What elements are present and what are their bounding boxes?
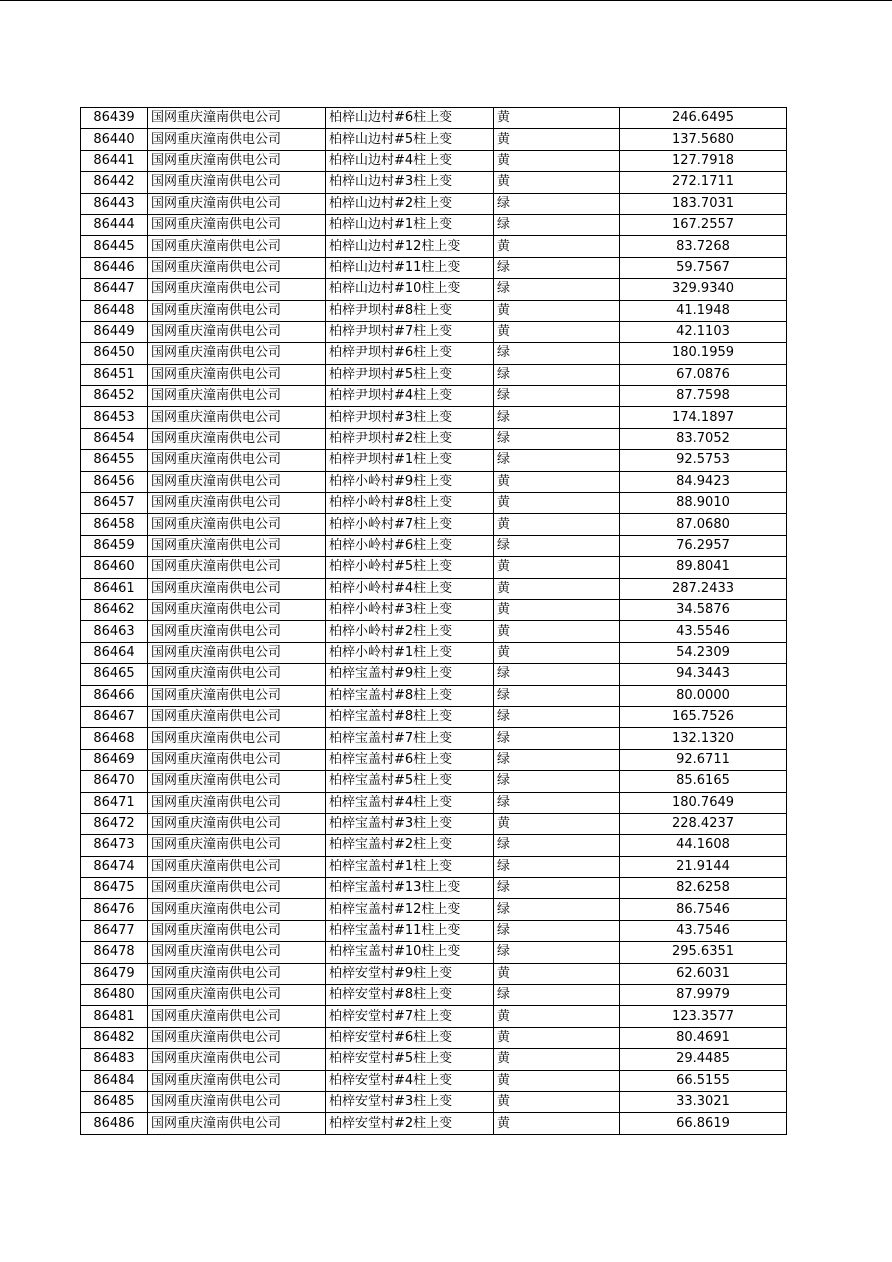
cell-value: 165.7526 xyxy=(620,706,787,727)
cell-value: 42.1103 xyxy=(620,321,787,342)
cell-transformer: 柏梓尹坝村#3柱上变 xyxy=(326,407,494,428)
cell-company: 国网重庆潼南供电公司 xyxy=(148,535,326,556)
cell-status: 绿 xyxy=(494,685,620,706)
cell-id: 86443 xyxy=(81,193,148,214)
cell-company: 国网重庆潼南供电公司 xyxy=(148,514,326,535)
cell-transformer: 柏梓安堂村#9柱上变 xyxy=(326,963,494,984)
cell-transformer: 柏梓安堂村#3柱上变 xyxy=(326,1091,494,1112)
cell-company: 国网重庆潼南供电公司 xyxy=(148,963,326,984)
cell-id: 86455 xyxy=(81,450,148,471)
cell-transformer: 柏梓宝盖村#2柱上变 xyxy=(326,835,494,856)
table-row xyxy=(81,578,787,599)
cell-status: 绿 xyxy=(494,920,620,941)
cell-id: 86446 xyxy=(81,257,148,278)
cell-company: 国网重庆潼南供电公司 xyxy=(148,792,326,813)
cell-id: 86478 xyxy=(81,942,148,963)
cell-company: 国网重庆潼南供电公司 xyxy=(148,728,326,749)
table-row xyxy=(81,599,787,620)
cell-company: 国网重庆潼南供电公司 xyxy=(148,899,326,920)
cell-id: 86439 xyxy=(81,108,148,129)
cell-id: 86462 xyxy=(81,599,148,620)
table-row xyxy=(81,835,787,856)
cell-transformer: 柏梓安堂村#4柱上变 xyxy=(326,1070,494,1091)
cell-value: 174.1897 xyxy=(620,407,787,428)
table-row xyxy=(81,236,787,257)
cell-company: 国网重庆潼南供电公司 xyxy=(148,1091,326,1112)
table-row xyxy=(81,343,787,364)
cell-value: 287.2433 xyxy=(620,578,787,599)
cell-id: 86464 xyxy=(81,642,148,663)
cell-status: 绿 xyxy=(494,386,620,407)
cell-value: 82.6258 xyxy=(620,878,787,899)
table-row xyxy=(81,450,787,471)
cell-status: 黄 xyxy=(494,236,620,257)
table-row xyxy=(81,257,787,278)
cell-transformer: 柏梓宝盖村#6柱上变 xyxy=(326,749,494,770)
cell-transformer: 柏梓小岭村#1柱上变 xyxy=(326,642,494,663)
cell-transformer: 柏梓宝盖村#10柱上变 xyxy=(326,942,494,963)
cell-value: 83.7052 xyxy=(620,428,787,449)
cell-transformer: 柏梓宝盖村#8柱上变 xyxy=(326,706,494,727)
cell-value: 44.1608 xyxy=(620,835,787,856)
data-table xyxy=(80,107,787,1135)
table-row xyxy=(81,1091,787,1112)
cell-value: 80.0000 xyxy=(620,685,787,706)
table-row xyxy=(81,300,787,321)
cell-status: 黄 xyxy=(494,150,620,171)
cell-value: 123.3577 xyxy=(620,1006,787,1027)
table-row xyxy=(81,214,787,235)
cell-value: 66.8619 xyxy=(620,1113,787,1134)
cell-status: 黄 xyxy=(494,642,620,663)
cell-transformer: 柏梓宝盖村#7柱上变 xyxy=(326,728,494,749)
cell-status: 黄 xyxy=(494,300,620,321)
cell-company: 国网重庆潼南供电公司 xyxy=(148,428,326,449)
cell-value: 41.1948 xyxy=(620,300,787,321)
cell-company: 国网重庆潼南供电公司 xyxy=(148,279,326,300)
cell-company: 国网重庆潼南供电公司 xyxy=(148,407,326,428)
cell-status: 黄 xyxy=(494,514,620,535)
cell-id: 86451 xyxy=(81,364,148,385)
cell-id: 86474 xyxy=(81,856,148,877)
cell-id: 86463 xyxy=(81,621,148,642)
cell-value: 67.0876 xyxy=(620,364,787,385)
table-body xyxy=(81,108,787,1135)
cell-transformer: 柏梓尹坝村#4柱上变 xyxy=(326,386,494,407)
cell-status: 绿 xyxy=(494,706,620,727)
cell-value: 132.1320 xyxy=(620,728,787,749)
cell-status: 黄 xyxy=(494,1070,620,1091)
cell-status: 绿 xyxy=(494,942,620,963)
cell-transformer: 柏梓宝盖村#1柱上变 xyxy=(326,856,494,877)
cell-status: 绿 xyxy=(494,856,620,877)
cell-company: 国网重庆潼南供电公司 xyxy=(148,578,326,599)
cell-transformer: 柏梓山边村#6柱上变 xyxy=(326,108,494,129)
table-row xyxy=(81,792,787,813)
cell-company: 国网重庆潼南供电公司 xyxy=(148,1049,326,1070)
cell-company: 国网重庆潼南供电公司 xyxy=(148,493,326,514)
cell-transformer: 柏梓山边村#1柱上变 xyxy=(326,214,494,235)
cell-company: 国网重庆潼南供电公司 xyxy=(148,321,326,342)
cell-value: 167.2557 xyxy=(620,214,787,235)
cell-id: 86440 xyxy=(81,129,148,150)
table-row xyxy=(81,364,787,385)
cell-id: 86477 xyxy=(81,920,148,941)
cell-company: 国网重庆潼南供电公司 xyxy=(148,471,326,492)
cell-company: 国网重庆潼南供电公司 xyxy=(148,1070,326,1091)
cell-transformer: 柏梓小岭村#5柱上变 xyxy=(326,557,494,578)
cell-id: 86465 xyxy=(81,664,148,685)
cell-value: 228.4237 xyxy=(620,813,787,834)
cell-status: 黄 xyxy=(494,1091,620,1112)
cell-value: 43.5546 xyxy=(620,621,787,642)
cell-value: 83.7268 xyxy=(620,236,787,257)
cell-transformer: 柏梓宝盖村#12柱上变 xyxy=(326,899,494,920)
cell-id: 86457 xyxy=(81,493,148,514)
cell-status: 黄 xyxy=(494,557,620,578)
cell-company: 国网重庆潼南供电公司 xyxy=(148,450,326,471)
cell-status: 绿 xyxy=(494,193,620,214)
cell-id: 86471 xyxy=(81,792,148,813)
cell-company: 国网重庆潼南供电公司 xyxy=(148,257,326,278)
cell-company: 国网重庆潼南供电公司 xyxy=(148,685,326,706)
cell-status: 黄 xyxy=(494,1049,620,1070)
cell-transformer: 柏梓宝盖村#13柱上变 xyxy=(326,878,494,899)
cell-status: 绿 xyxy=(494,343,620,364)
cell-status: 黄 xyxy=(494,1027,620,1048)
cell-id: 86460 xyxy=(81,557,148,578)
cell-company: 国网重庆潼南供电公司 xyxy=(148,985,326,1006)
table-row xyxy=(81,856,787,877)
cell-transformer: 柏梓宝盖村#11柱上变 xyxy=(326,920,494,941)
table-row xyxy=(81,985,787,1006)
cell-transformer: 柏梓山边村#12柱上变 xyxy=(326,236,494,257)
cell-company: 国网重庆潼南供电公司 xyxy=(148,300,326,321)
cell-status: 绿 xyxy=(494,728,620,749)
cell-transformer: 柏梓山边村#2柱上变 xyxy=(326,193,494,214)
cell-value: 87.0680 xyxy=(620,514,787,535)
table-row xyxy=(81,172,787,193)
cell-transformer: 柏梓尹坝村#6柱上变 xyxy=(326,343,494,364)
table-row xyxy=(81,706,787,727)
cell-id: 86483 xyxy=(81,1049,148,1070)
cell-transformer: 柏梓山边村#3柱上变 xyxy=(326,172,494,193)
table-row xyxy=(81,428,787,449)
cell-status: 黄 xyxy=(494,963,620,984)
cell-id: 86476 xyxy=(81,899,148,920)
cell-status: 黄 xyxy=(494,599,620,620)
cell-status: 黄 xyxy=(494,813,620,834)
cell-status: 绿 xyxy=(494,257,620,278)
cell-id: 86452 xyxy=(81,386,148,407)
cell-id: 86484 xyxy=(81,1070,148,1091)
table-row xyxy=(81,321,787,342)
cell-status: 绿 xyxy=(494,428,620,449)
cell-id: 86485 xyxy=(81,1091,148,1112)
table-row xyxy=(81,108,787,129)
cell-id: 86470 xyxy=(81,771,148,792)
cell-transformer: 柏梓小岭村#9柱上变 xyxy=(326,471,494,492)
cell-value: 80.4691 xyxy=(620,1027,787,1048)
table-row xyxy=(81,813,787,834)
cell-company: 国网重庆潼南供电公司 xyxy=(148,599,326,620)
cell-transformer: 柏梓小岭村#3柱上变 xyxy=(326,599,494,620)
cell-value: 246.6495 xyxy=(620,108,787,129)
cell-status: 黄 xyxy=(494,321,620,342)
cell-transformer: 柏梓安堂村#8柱上变 xyxy=(326,985,494,1006)
cell-id: 86469 xyxy=(81,749,148,770)
cell-transformer: 柏梓安堂村#2柱上变 xyxy=(326,1113,494,1134)
cell-company: 国网重庆潼南供电公司 xyxy=(148,1027,326,1048)
cell-company: 国网重庆潼南供电公司 xyxy=(148,129,326,150)
cell-value: 33.3021 xyxy=(620,1091,787,1112)
cell-transformer: 柏梓尹坝村#5柱上变 xyxy=(326,364,494,385)
cell-id: 86453 xyxy=(81,407,148,428)
cell-value: 329.9340 xyxy=(620,279,787,300)
cell-value: 34.5876 xyxy=(620,599,787,620)
cell-transformer: 柏梓尹坝村#2柱上变 xyxy=(326,428,494,449)
cell-id: 86454 xyxy=(81,428,148,449)
table-row xyxy=(81,407,787,428)
cell-value: 87.7598 xyxy=(620,386,787,407)
cell-id: 86479 xyxy=(81,963,148,984)
cell-company: 国网重庆潼南供电公司 xyxy=(148,664,326,685)
cell-status: 绿 xyxy=(494,771,620,792)
cell-value: 85.6165 xyxy=(620,771,787,792)
cell-id: 86468 xyxy=(81,728,148,749)
cell-transformer: 柏梓安堂村#7柱上变 xyxy=(326,1006,494,1027)
cell-transformer: 柏梓宝盖村#9柱上变 xyxy=(326,664,494,685)
cell-transformer: 柏梓宝盖村#4柱上变 xyxy=(326,792,494,813)
cell-status: 绿 xyxy=(494,899,620,920)
cell-company: 国网重庆潼南供电公司 xyxy=(148,621,326,642)
table-row xyxy=(81,1070,787,1091)
cell-company: 国网重庆潼南供电公司 xyxy=(148,1113,326,1134)
cell-value: 89.8041 xyxy=(620,557,787,578)
cell-transformer: 柏梓山边村#5柱上变 xyxy=(326,129,494,150)
table-row xyxy=(81,493,787,514)
cell-id: 86459 xyxy=(81,535,148,556)
cell-status: 黄 xyxy=(494,621,620,642)
cell-id: 86450 xyxy=(81,343,148,364)
cell-id: 86481 xyxy=(81,1006,148,1027)
cell-id: 86486 xyxy=(81,1113,148,1134)
cell-status: 黄 xyxy=(494,108,620,129)
cell-transformer: 柏梓宝盖村#5柱上变 xyxy=(326,771,494,792)
table-row xyxy=(81,514,787,535)
cell-id: 86467 xyxy=(81,706,148,727)
cell-id: 86445 xyxy=(81,236,148,257)
cell-value: 88.9010 xyxy=(620,493,787,514)
table-row xyxy=(81,771,787,792)
table-row xyxy=(81,471,787,492)
cell-id: 86458 xyxy=(81,514,148,535)
table-row xyxy=(81,386,787,407)
cell-transformer: 柏梓山边村#4柱上变 xyxy=(326,150,494,171)
cell-transformer: 柏梓山边村#11柱上变 xyxy=(326,257,494,278)
cell-status: 绿 xyxy=(494,878,620,899)
cell-company: 国网重庆潼南供电公司 xyxy=(148,343,326,364)
cell-company: 国网重庆潼南供电公司 xyxy=(148,813,326,834)
table-row xyxy=(81,899,787,920)
cell-transformer: 柏梓小岭村#2柱上变 xyxy=(326,621,494,642)
table-row xyxy=(81,150,787,171)
table-row xyxy=(81,129,787,150)
cell-value: 180.7649 xyxy=(620,792,787,813)
cell-company: 国网重庆潼南供电公司 xyxy=(148,108,326,129)
cell-value: 59.7567 xyxy=(620,257,787,278)
cell-transformer: 柏梓山边村#10柱上变 xyxy=(326,279,494,300)
cell-id: 86449 xyxy=(81,321,148,342)
table-row xyxy=(81,193,787,214)
cell-id: 86480 xyxy=(81,985,148,1006)
cell-status: 绿 xyxy=(494,664,620,685)
table-row xyxy=(81,920,787,941)
cell-status: 绿 xyxy=(494,792,620,813)
cell-id: 86461 xyxy=(81,578,148,599)
cell-company: 国网重庆潼南供电公司 xyxy=(148,386,326,407)
cell-company: 国网重庆潼南供电公司 xyxy=(148,749,326,770)
cell-company: 国网重庆潼南供电公司 xyxy=(148,642,326,663)
cell-company: 国网重庆潼南供电公司 xyxy=(148,942,326,963)
cell-company: 国网重庆潼南供电公司 xyxy=(148,771,326,792)
cell-value: 183.7031 xyxy=(620,193,787,214)
cell-value: 92.5753 xyxy=(620,450,787,471)
cell-company: 国网重庆潼南供电公司 xyxy=(148,706,326,727)
cell-value: 29.4485 xyxy=(620,1049,787,1070)
table-row xyxy=(81,557,787,578)
cell-status: 黄 xyxy=(494,578,620,599)
cell-status: 绿 xyxy=(494,835,620,856)
cell-id: 86441 xyxy=(81,150,148,171)
cell-company: 国网重庆潼南供电公司 xyxy=(148,150,326,171)
cell-value: 127.7918 xyxy=(620,150,787,171)
cell-status: 黄 xyxy=(494,1006,620,1027)
cell-value: 86.7546 xyxy=(620,899,787,920)
cell-company: 国网重庆潼南供电公司 xyxy=(148,557,326,578)
cell-transformer: 柏梓安堂村#6柱上变 xyxy=(326,1027,494,1048)
cell-status: 绿 xyxy=(494,214,620,235)
cell-value: 295.6351 xyxy=(620,942,787,963)
cell-status: 绿 xyxy=(494,279,620,300)
cell-company: 国网重庆潼南供电公司 xyxy=(148,172,326,193)
cell-id: 86444 xyxy=(81,214,148,235)
cell-value: 76.2957 xyxy=(620,535,787,556)
table-row xyxy=(81,664,787,685)
cell-id: 86466 xyxy=(81,685,148,706)
table-row xyxy=(81,1027,787,1048)
cell-id: 86447 xyxy=(81,279,148,300)
table-row xyxy=(81,878,787,899)
cell-value: 272.1711 xyxy=(620,172,787,193)
cell-transformer: 柏梓尹坝村#8柱上变 xyxy=(326,300,494,321)
cell-status: 绿 xyxy=(494,749,620,770)
table-row xyxy=(81,621,787,642)
cell-status: 黄 xyxy=(494,1113,620,1134)
cell-transformer: 柏梓宝盖村#8柱上变 xyxy=(326,685,494,706)
cell-company: 国网重庆潼南供电公司 xyxy=(148,1006,326,1027)
table-row xyxy=(81,728,787,749)
table-row xyxy=(81,942,787,963)
cell-value: 92.6711 xyxy=(620,749,787,770)
cell-id: 86472 xyxy=(81,813,148,834)
table-row xyxy=(81,749,787,770)
page-top-border xyxy=(0,0,892,1)
table-row xyxy=(81,685,787,706)
cell-value: 84.9423 xyxy=(620,471,787,492)
cell-value: 87.9979 xyxy=(620,985,787,1006)
table-row xyxy=(81,1006,787,1027)
cell-value: 43.7546 xyxy=(620,920,787,941)
cell-id: 86473 xyxy=(81,835,148,856)
cell-value: 21.9144 xyxy=(620,856,787,877)
cell-id: 86448 xyxy=(81,300,148,321)
cell-status: 绿 xyxy=(494,407,620,428)
cell-id: 86442 xyxy=(81,172,148,193)
cell-company: 国网重庆潼南供电公司 xyxy=(148,214,326,235)
cell-value: 62.6031 xyxy=(620,963,787,984)
table-row xyxy=(81,642,787,663)
cell-status: 绿 xyxy=(494,985,620,1006)
table-row xyxy=(81,963,787,984)
cell-transformer: 柏梓小岭村#4柱上变 xyxy=(326,578,494,599)
cell-status: 黄 xyxy=(494,471,620,492)
table-row xyxy=(81,1049,787,1070)
cell-transformer: 柏梓小岭村#6柱上变 xyxy=(326,535,494,556)
cell-status: 黄 xyxy=(494,129,620,150)
cell-id: 86475 xyxy=(81,878,148,899)
cell-status: 黄 xyxy=(494,172,620,193)
table-row xyxy=(81,279,787,300)
cell-transformer: 柏梓宝盖村#3柱上变 xyxy=(326,813,494,834)
cell-transformer: 柏梓安堂村#5柱上变 xyxy=(326,1049,494,1070)
cell-transformer: 柏梓小岭村#8柱上变 xyxy=(326,493,494,514)
cell-status: 绿 xyxy=(494,364,620,385)
cell-transformer: 柏梓小岭村#7柱上变 xyxy=(326,514,494,535)
cell-company: 国网重庆潼南供电公司 xyxy=(148,193,326,214)
cell-value: 180.1959 xyxy=(620,343,787,364)
cell-transformer: 柏梓尹坝村#1柱上变 xyxy=(326,450,494,471)
cell-transformer: 柏梓尹坝村#7柱上变 xyxy=(326,321,494,342)
cell-company: 国网重庆潼南供电公司 xyxy=(148,920,326,941)
cell-company: 国网重庆潼南供电公司 xyxy=(148,364,326,385)
cell-company: 国网重庆潼南供电公司 xyxy=(148,236,326,257)
cell-status: 黄 xyxy=(494,493,620,514)
cell-company: 国网重庆潼南供电公司 xyxy=(148,878,326,899)
cell-status: 绿 xyxy=(494,450,620,471)
cell-id: 86482 xyxy=(81,1027,148,1048)
table-row xyxy=(81,535,787,556)
cell-company: 国网重庆潼南供电公司 xyxy=(148,856,326,877)
table-row xyxy=(81,1113,787,1134)
cell-value: 94.3443 xyxy=(620,664,787,685)
cell-value: 66.5155 xyxy=(620,1070,787,1091)
cell-value: 137.5680 xyxy=(620,129,787,150)
cell-value: 54.2309 xyxy=(620,642,787,663)
cell-id: 86456 xyxy=(81,471,148,492)
cell-status: 绿 xyxy=(494,535,620,556)
cell-company: 国网重庆潼南供电公司 xyxy=(148,835,326,856)
